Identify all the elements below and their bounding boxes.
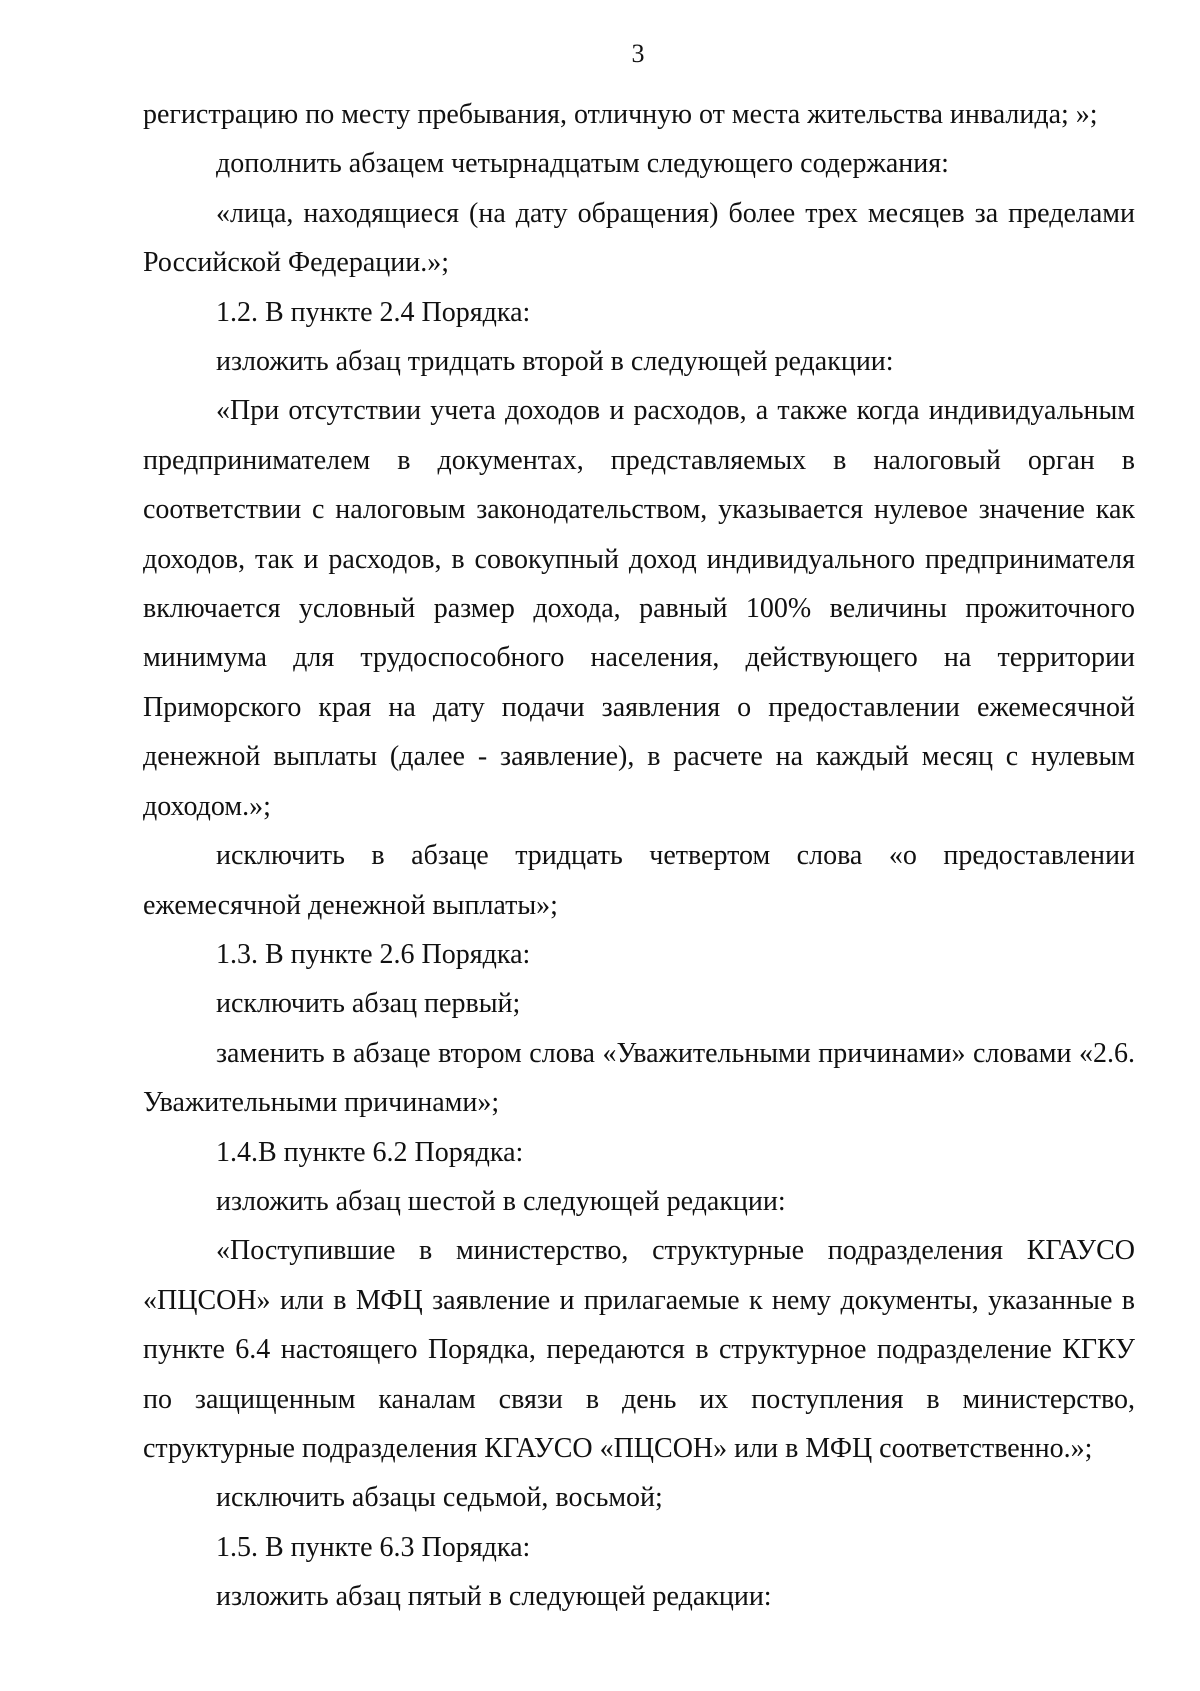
paragraph: исключить абзац первый; xyxy=(216,988,521,1020)
page-number: 3 xyxy=(631,39,645,68)
paragraph: 1.5. В пункте 6.3 Порядка: xyxy=(216,1531,531,1563)
document-body xyxy=(143,90,1135,1622)
paragraph: «При отсутствии учета доходов и расходов, а также когда индивидуальным предпринимателем в документах, представляемых в налоговый орган в соответствии с налоговым законодательством, указывается нулевое значение как доходов, так и расходов, в совокупный доход индивидуального предпринимателя включается условный размер дохода, равный 100% величины прожиточного минимума для трудоспособного населения, действующего на территории Приморского края на дату подачи заявления о предоставлении ежемесячной денежной выплаты (далее - заявление), в расчете на каждый месяц с нулевым доходом.»; xyxy=(143,395,1135,822)
paragraph: 1.4.В пункте 6.2 Порядка: xyxy=(216,1136,524,1168)
paragraph: регистрацию по месту пребывания, отличную от места жительства инвалида; »; xyxy=(143,99,1098,130)
paragraph: изложить абзац пятый в следующей редакции: xyxy=(216,1581,772,1613)
paragraph: 1.3. В пункте 2.6 Порядка: xyxy=(216,938,531,970)
paragraph: исключить в абзаце тридцать четвертом слова «о предоставлении ежемесячной денежной выплаты»; xyxy=(143,840,1135,921)
paragraph: исключить абзацы седьмой, восьмой; xyxy=(216,1482,663,1514)
paragraph: «Поступившие в министерство, структурные подразделения КГАУСО «ПЦСОН» или в МФЦ заявление и прилагаемые к нему документы, указанные в пункте 6.4 настоящего Порядка, передаются в структурное подразделение КГКУ по защищенным каналам связи в день их поступления в министерство, структурные подразделения КГАУСО «ПЦСОН» или в МФЦ соответственно.»; xyxy=(143,1235,1135,1464)
paragraph: изложить абзац шестой в следующей редакции: xyxy=(216,1185,786,1217)
paragraph: дополнить абзацем четырнадцатым следующего содержания: xyxy=(216,148,949,180)
paragraph: изложить абзац тридцать второй в следующей редакции: xyxy=(216,346,894,378)
paragraph: заменить в абзаце втором слова «Уважительными причинами» словами «2.6. Уважительными причинами»; xyxy=(143,1037,1135,1119)
paragraph: «лица, находящиеся (на дату обращения) более трех месяцев за пределами Российской Федерации.»; xyxy=(143,197,1135,279)
paragraph: 1.2. В пункте 2.4 Порядка: xyxy=(216,296,531,328)
